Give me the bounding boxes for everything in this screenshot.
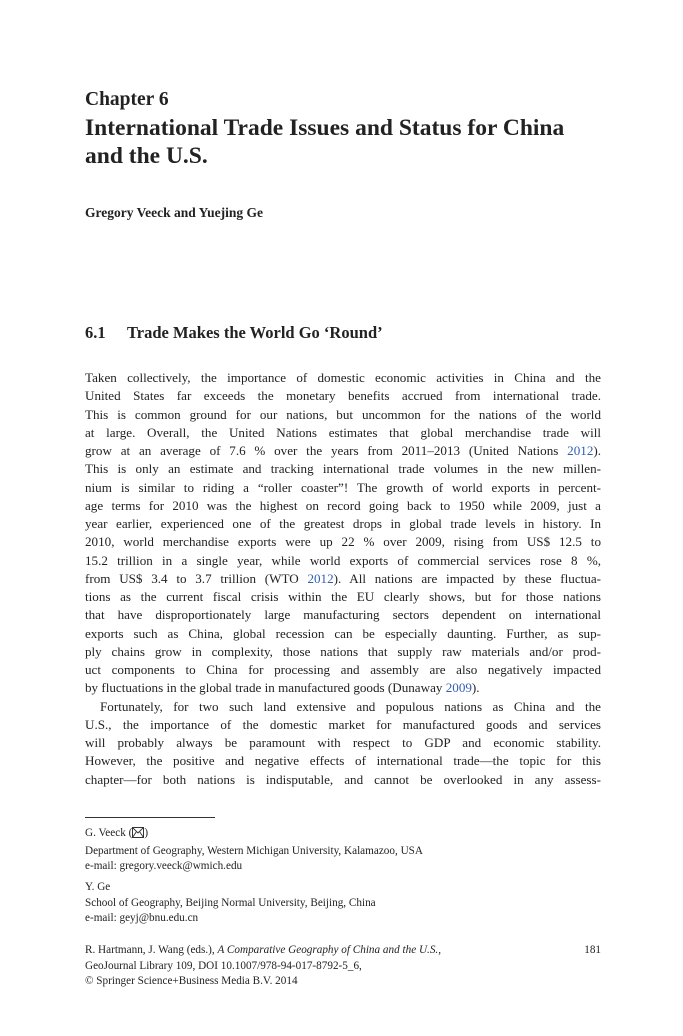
text-line: exports such as China, global recession can be especially daunting. Further, as sup- bbox=[85, 625, 601, 641]
text-line: Taken collectively, the importance of domestic economic activities in China and the bbox=[85, 370, 601, 385]
text-line: This is common ground for our nations, but uncommon for the nations of the world bbox=[85, 406, 601, 422]
text-span: ). All nations are impacted by these fluctua- bbox=[333, 570, 601, 586]
text-line: will probably always be paramount with respect to GDP and economic stability. bbox=[85, 735, 601, 750]
text-line: 2010, world merchandise exports were up 22 % over 2009, rising from US$ 12.5 to bbox=[85, 534, 601, 550]
text-line: uct components to China for processing and assembly are also negatively impacted bbox=[85, 662, 601, 677]
text-span: from US$ 3.4 to 3.7 trillion (WTO bbox=[85, 570, 299, 586]
chapter-label: Chapter 6 bbox=[85, 89, 169, 110]
author-1-email[interactable]: e-mail: gregory.veeck@wmich.edu bbox=[85, 860, 243, 872]
text-line: chapter—for both nations is indisputable, and cannot be overlooked in any assess- bbox=[85, 771, 601, 787]
author-1-name-end: ) bbox=[144, 827, 149, 839]
author-2-affiliation: School of Geography, Beijing Normal University, Beijing, China bbox=[85, 896, 376, 909]
text-span: ). bbox=[471, 680, 480, 696]
authors: Gregory Veeck and Yuejing Ge bbox=[85, 205, 264, 220]
book-title: A Comparative Geography of China and the U.S., bbox=[217, 944, 442, 956]
paragraph-1 bbox=[85, 369, 601, 698]
text-line bbox=[85, 679, 601, 697]
paragraph-2 bbox=[85, 698, 601, 789]
page-number: 181 bbox=[584, 944, 601, 956]
citation-link[interactable]: 2012 bbox=[567, 443, 594, 458]
text-span: grow at an average of 7.6 % over the years from 2011–2013 (United Nations bbox=[85, 443, 559, 458]
author-1-name bbox=[85, 826, 423, 844]
section-title: Trade Makes the World Go ‘Round’ bbox=[127, 323, 383, 342]
copyright: © Springer Science+Business Media B.V. 2014 bbox=[85, 975, 298, 987]
author-1-name-text: G. Veeck ( bbox=[85, 827, 133, 839]
text-span: by fluctuations in the global trade in manufactured goods (Dunaway bbox=[85, 680, 443, 696]
text-line: ply chains grow in complexity, those nations that supply raw materials and/or prod- bbox=[85, 643, 601, 659]
footnote-author-2 bbox=[85, 880, 376, 927]
text-line: nium is similar to riding a “roller coaster”! The growth of world exports in percent- bbox=[85, 479, 601, 495]
text-line: that have disproportionately large manufacturing sectors dependent on international bbox=[85, 607, 601, 623]
text-line: United States far exceeds the monetary benefits accrued from international trade. bbox=[85, 388, 601, 404]
author-2-name: Y. Ge bbox=[85, 881, 111, 893]
paper-page bbox=[85, 0, 601, 1036]
citation-link[interactable]: 2009 bbox=[445, 680, 472, 696]
text-line: tions as the current fiscal crisis within the EU clearly shows, but for those nations bbox=[85, 589, 601, 604]
text-line bbox=[85, 570, 601, 588]
book-editors: R. Hartmann, J. Wang (eds.), bbox=[85, 944, 215, 956]
chapter-title-line-1: International Trade Issues and Status for China bbox=[85, 115, 565, 141]
text-line: However, the positive and negative effects of international trade—the topic for this bbox=[85, 753, 601, 769]
text-line bbox=[85, 442, 601, 460]
chapter-title bbox=[85, 114, 601, 170]
series-doi: GeoJournal Library 109, DOI 10.1007/978-94-017-8792-5_6, bbox=[85, 959, 362, 972]
text-line: This is only an estimate and tracking international trade volumes in the new millen- bbox=[85, 461, 601, 477]
publication-info bbox=[85, 943, 601, 990]
text-line: at large. Overall, the United Nations estimates that global merchandise trade will bbox=[85, 424, 601, 440]
author-1-affiliation: Department of Geography, Western Michigan University, Kalamazoo, USA bbox=[85, 844, 423, 857]
author-2-email[interactable]: e-mail: geyj@bnu.edu.cn bbox=[85, 912, 199, 924]
envelope-icon[interactable] bbox=[132, 827, 144, 844]
text-line: U.S., the importance of the domestic market for manufactured goods and services bbox=[85, 716, 601, 732]
citation-link[interactable]: 2012 bbox=[307, 570, 334, 586]
chapter-title-line-2: and the U.S. bbox=[85, 143, 208, 169]
section-number: 6.1 bbox=[85, 323, 106, 342]
text-line: year earlier, experienced one of the greatest drops in global trade levels in history. In bbox=[85, 516, 601, 531]
text-span: ). bbox=[593, 443, 601, 458]
book-citation bbox=[85, 943, 601, 959]
footnote-divider bbox=[85, 817, 215, 818]
body-text bbox=[85, 369, 601, 789]
section-heading bbox=[85, 323, 383, 343]
text-line: age terms for 2010 was the highest on record going back to 1950 while 2009, just a bbox=[85, 497, 601, 513]
text-line: Fortunately, for two such land extensive and populous nations as China and the bbox=[100, 698, 601, 714]
text-line: 15.2 trillion in a single year, while world exports of commercial services rose 8 %, bbox=[85, 552, 601, 568]
footnote-author-1 bbox=[85, 826, 423, 875]
